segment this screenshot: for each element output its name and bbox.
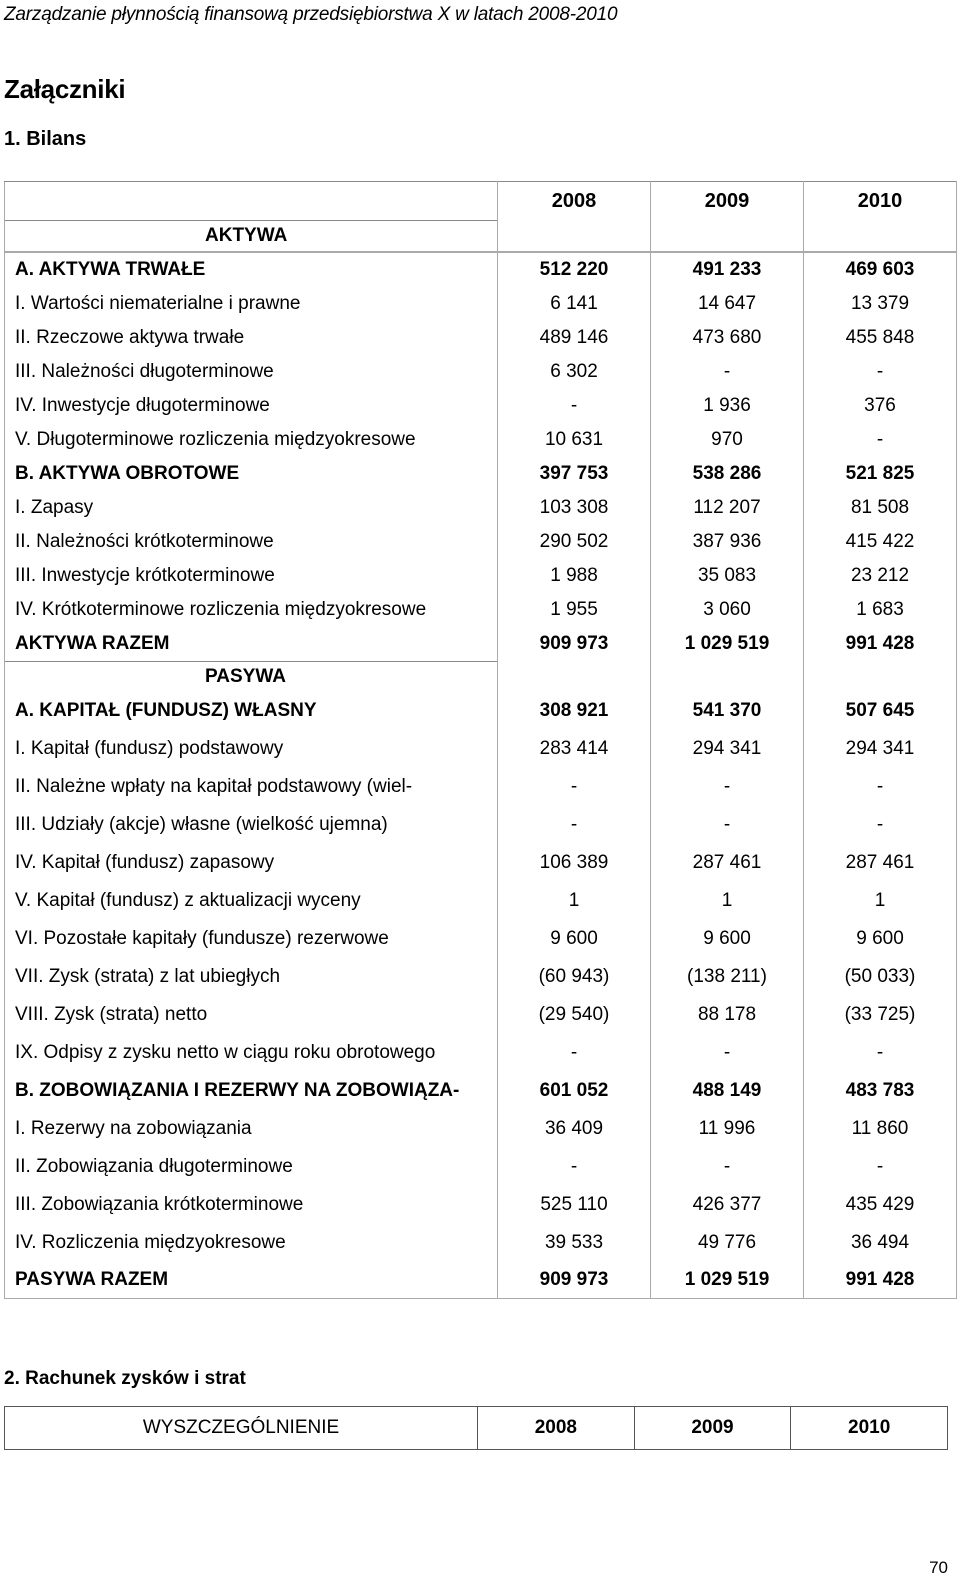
row-value: - xyxy=(498,806,651,844)
row-value: 1 xyxy=(651,882,804,920)
section-income-statement-heading: 2. Rachunek zysków i strat xyxy=(4,1368,246,1389)
row-value: 512 220 xyxy=(498,252,651,287)
row-value: 9 600 xyxy=(804,920,957,958)
empty-cell xyxy=(651,662,804,693)
empty-cell xyxy=(498,221,651,253)
header-cell-year: 2010 xyxy=(791,1407,948,1450)
row-value: 1 xyxy=(498,882,651,920)
running-head: Zarządzanie płynnością finansową przedsiębiorstwa X w latach 2008-2010 xyxy=(4,4,618,25)
table-row xyxy=(5,627,957,662)
income-statement-table xyxy=(4,1406,948,1450)
row-value: - xyxy=(651,1148,804,1186)
balance-sheet-table xyxy=(4,181,957,1299)
row-label: IV. Inwestycje długoterminowe xyxy=(5,389,498,423)
row-label: A. KAPITAŁ (FUNDUSZ) WŁASNY xyxy=(5,692,498,730)
row-value: 426 377 xyxy=(651,1186,804,1224)
row-label: I. Rezerwy na zobowiązania xyxy=(5,1110,498,1148)
row-value: 290 502 xyxy=(498,525,651,559)
row-value: 397 753 xyxy=(498,457,651,491)
row-value: 103 308 xyxy=(498,491,651,525)
header-cell-empty xyxy=(5,182,498,221)
row-value: 521 825 xyxy=(804,457,957,491)
row-value: 991 428 xyxy=(804,627,957,662)
row-label: VI. Pozostałe kapitały (fundusze) rezerwowe xyxy=(5,920,498,958)
row-value: 1 955 xyxy=(498,593,651,627)
row-label: II. Zobowiązania długoterminowe xyxy=(5,1148,498,1186)
table-row xyxy=(5,593,957,627)
table-row xyxy=(5,1072,957,1110)
table-header-row xyxy=(5,1407,948,1450)
row-label: IX. Odpisy z zysku netto w ciągu roku obrotowego xyxy=(5,1034,498,1072)
row-value: 35 083 xyxy=(651,559,804,593)
empty-cell xyxy=(651,221,804,253)
row-value: 10 631 xyxy=(498,423,651,457)
row-value: - xyxy=(651,355,804,389)
table-row xyxy=(5,1034,957,1072)
row-label: VII. Zysk (strata) z lat ubiegłych xyxy=(5,958,498,996)
section-label-row xyxy=(5,662,957,693)
row-value: 489 146 xyxy=(498,321,651,355)
appendix-heading: Załączniki xyxy=(4,74,126,104)
row-value: (138 211) xyxy=(651,958,804,996)
page-number: 70 xyxy=(929,1558,948,1577)
row-value: 387 936 xyxy=(651,525,804,559)
table-row xyxy=(5,559,957,593)
header-cell-year: 2009 xyxy=(634,1407,791,1450)
row-value: 1 936 xyxy=(651,389,804,423)
empty-cell xyxy=(804,221,957,253)
row-value: 601 052 xyxy=(498,1072,651,1110)
header-cell-year: 2008 xyxy=(478,1407,635,1450)
row-value: 88 178 xyxy=(651,996,804,1034)
row-value: 294 341 xyxy=(804,730,957,768)
row-value: 488 149 xyxy=(651,1072,804,1110)
row-value: 970 xyxy=(651,423,804,457)
row-label: IV. Kapitał (fundusz) zapasowy xyxy=(5,844,498,882)
row-label: V. Kapitał (fundusz) z aktualizacji wyceny xyxy=(5,882,498,920)
table-row xyxy=(5,882,957,920)
table-row xyxy=(5,1186,957,1224)
table-row xyxy=(5,525,957,559)
row-label: III. Należności długoterminowe xyxy=(5,355,498,389)
row-value: 3 060 xyxy=(651,593,804,627)
row-value: - xyxy=(651,1034,804,1072)
row-value: 1 xyxy=(804,882,957,920)
table-row xyxy=(5,730,957,768)
empty-cell xyxy=(804,662,957,693)
header-cell-year: 2010 xyxy=(804,182,957,221)
row-value: - xyxy=(804,355,957,389)
row-value: 507 645 xyxy=(804,692,957,730)
row-value: 13 379 xyxy=(804,287,957,321)
table-row xyxy=(5,287,957,321)
row-label: III. Zobowiązania krótkoterminowe xyxy=(5,1186,498,1224)
table-row xyxy=(5,252,957,287)
header-cell-description: WYSZCZEGÓLNIENIE xyxy=(5,1407,478,1450)
row-value: 6 302 xyxy=(498,355,651,389)
empty-cell xyxy=(498,662,651,693)
table-row xyxy=(5,920,957,958)
row-value: 9 600 xyxy=(651,920,804,958)
table-row xyxy=(5,457,957,491)
table-row xyxy=(5,1148,957,1186)
row-value: - xyxy=(804,806,957,844)
row-value: 435 429 xyxy=(804,1186,957,1224)
row-value: 14 647 xyxy=(651,287,804,321)
row-value: - xyxy=(498,389,651,423)
row-value: 36 494 xyxy=(804,1224,957,1262)
section-label-pasywa: PASYWA xyxy=(5,662,498,693)
row-value: 49 776 xyxy=(651,1224,804,1262)
row-label: I. Zapasy xyxy=(5,491,498,525)
row-value: 541 370 xyxy=(651,692,804,730)
row-value: 287 461 xyxy=(651,844,804,882)
row-label: A. AKTYWA TRWAŁE xyxy=(5,252,498,287)
table-row xyxy=(5,1262,957,1299)
row-value: (60 943) xyxy=(498,958,651,996)
row-value: 11 860 xyxy=(804,1110,957,1148)
row-value: - xyxy=(804,1148,957,1186)
row-label: I. Wartości niematerialne i prawne xyxy=(5,287,498,321)
row-value: (29 540) xyxy=(498,996,651,1034)
row-value: 1 683 xyxy=(804,593,957,627)
row-label: B. AKTYWA OBROTOWE xyxy=(5,457,498,491)
table-row xyxy=(5,321,957,355)
row-value: - xyxy=(498,1034,651,1072)
row-value: 991 428 xyxy=(804,1262,957,1299)
row-value: (50 033) xyxy=(804,958,957,996)
row-value: 455 848 xyxy=(804,321,957,355)
row-value: (33 725) xyxy=(804,996,957,1034)
table-row xyxy=(5,1110,957,1148)
row-value: - xyxy=(804,423,957,457)
row-value: - xyxy=(498,1148,651,1186)
row-value: 106 389 xyxy=(498,844,651,882)
section-bilans-heading: 1. Bilans xyxy=(4,128,87,150)
row-label: III. Inwestycje krótkoterminowe xyxy=(5,559,498,593)
row-value: 112 207 xyxy=(651,491,804,525)
row-value: 6 141 xyxy=(498,287,651,321)
row-value: 11 996 xyxy=(651,1110,804,1148)
row-value: 283 414 xyxy=(498,730,651,768)
row-value: 909 973 xyxy=(498,627,651,662)
row-value: 287 461 xyxy=(804,844,957,882)
row-value: 23 212 xyxy=(804,559,957,593)
row-label: PASYWA RAZEM xyxy=(5,1262,498,1299)
row-label: B. ZOBOWIĄZANIA I REZERWY NA ZOBOWIĄZA- xyxy=(5,1072,498,1110)
row-label: II. Należne wpłaty na kapitał podstawowy (wiel- xyxy=(5,768,498,806)
row-value: - xyxy=(651,768,804,806)
header-cell-year: 2008 xyxy=(498,182,651,221)
table-row xyxy=(5,355,957,389)
row-value: 39 533 xyxy=(498,1224,651,1262)
table-row xyxy=(5,423,957,457)
row-label: IV. Krótkoterminowe rozliczenia międzyokresowe xyxy=(5,593,498,627)
row-value: - xyxy=(498,768,651,806)
row-label: IV. Rozliczenia międzyokresowe xyxy=(5,1224,498,1262)
row-value: 473 680 xyxy=(651,321,804,355)
row-value: 81 508 xyxy=(804,491,957,525)
row-value: 909 973 xyxy=(498,1262,651,1299)
row-value: 415 422 xyxy=(804,525,957,559)
row-value: 483 783 xyxy=(804,1072,957,1110)
table-row xyxy=(5,806,957,844)
row-label: II. Rzeczowe aktywa trwałe xyxy=(5,321,498,355)
table-row xyxy=(5,844,957,882)
section-label-row xyxy=(5,221,957,253)
row-label: VIII. Zysk (strata) netto xyxy=(5,996,498,1034)
table-row xyxy=(5,1224,957,1262)
row-label: II. Należności krótkoterminowe xyxy=(5,525,498,559)
header-cell-year: 2009 xyxy=(651,182,804,221)
row-value: 491 233 xyxy=(651,252,804,287)
section-label-aktywa: AKTYWA xyxy=(5,221,498,253)
row-value: - xyxy=(651,806,804,844)
table-row xyxy=(5,768,957,806)
row-label: AKTYWA RAZEM xyxy=(5,627,498,662)
row-value: 1 988 xyxy=(498,559,651,593)
row-value: - xyxy=(804,768,957,806)
row-value: 294 341 xyxy=(651,730,804,768)
row-label: V. Długoterminowe rozliczenia międzyokresowe xyxy=(5,423,498,457)
row-value: 308 921 xyxy=(498,692,651,730)
row-value: 1 029 519 xyxy=(651,1262,804,1299)
row-value: 9 600 xyxy=(498,920,651,958)
row-value: 525 110 xyxy=(498,1186,651,1224)
table-row xyxy=(5,389,957,423)
table-row xyxy=(5,958,957,996)
table-row xyxy=(5,491,957,525)
row-value: 469 603 xyxy=(804,252,957,287)
row-value: - xyxy=(804,1034,957,1072)
row-label: III. Udziały (akcje) własne (wielkość ujemna) xyxy=(5,806,498,844)
table-row xyxy=(5,996,957,1034)
table-header-row xyxy=(5,182,957,221)
row-value: 538 286 xyxy=(651,457,804,491)
row-label: I. Kapitał (fundusz) podstawowy xyxy=(5,730,498,768)
row-value: 376 xyxy=(804,389,957,423)
row-value: 36 409 xyxy=(498,1110,651,1148)
row-value: 1 029 519 xyxy=(651,627,804,662)
table-row xyxy=(5,692,957,730)
